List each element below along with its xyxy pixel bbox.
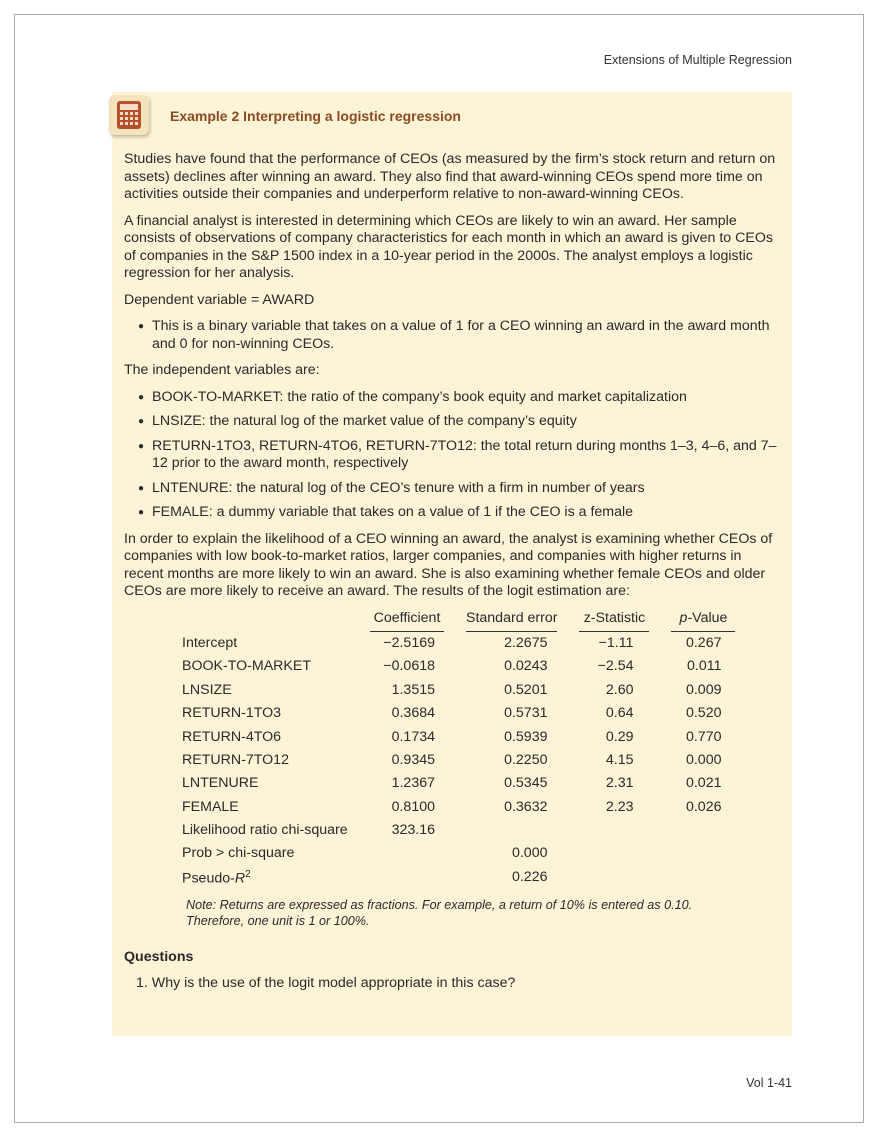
- stat-row-pseudo-r2: Pseudo-$R^2$ 0.226: [182, 868, 548, 888]
- example-title: Example 2 Interpreting a logistic regression: [170, 108, 461, 124]
- header-p-value: p-Value: [671, 610, 735, 633]
- header-z-statistic: z-Statistic: [579, 610, 649, 633]
- running-head: Extensions of Multiple Regression: [603, 53, 792, 67]
- table-row: FEMALE 0.8100 0.3632 2.23 0.026: [182, 798, 722, 815]
- table-header-row: [182, 610, 735, 633]
- bullet-item: ● FEMALE: a dummy variable that takes on a value of 1 if the CEO is a female: [124, 504, 784, 522]
- stat-row-likelihood-ratio: Likelihood ratio chi-square 323.16: [182, 822, 435, 839]
- bullet-item: ● RETURN-1TO3, RETURN-4TO6, RETURN-7TO12: the total return during months 1–3, 4–6, and 7–12 prior to the award month, respectively: [124, 438, 784, 473]
- independent-intro: The independent variables are:: [124, 362, 320, 378]
- table-row: RETURN-4TO6 0.1734 0.5939 0.29 0.770: [182, 728, 722, 745]
- bullet-item: ● BOOK-TO-MARKET: the ratio of the company’s book equity and market capitalization: [124, 389, 784, 407]
- header-standard-error: Standard error: [466, 610, 557, 633]
- table-note: Note: Returns are expressed as fractions. For example, a return of 10% is entered as 0.10. Therefore, one unit is 1 or 100%.: [186, 898, 693, 929]
- table-row: LNSIZE 1.3515 0.5201 2.60 0.009: [182, 681, 722, 698]
- table-row: BOOK-TO-MARKET −0.0618 0.0243 −2.54 0.011: [182, 658, 722, 675]
- table-row: RETURN-7TO12 0.9345 0.2250 4.15 0.000: [182, 751, 722, 768]
- table-row: RETURN-1TO3 0.3684 0.5731 0.64 0.520: [182, 705, 722, 722]
- logit-results-table: [182, 610, 735, 890]
- table-row: Intercept −2.5169 2.2675 −1.11 0.267: [182, 634, 722, 651]
- questions-heading: Questions: [124, 949, 194, 966]
- question-item: 1. Why is the use of the logit model appropriate in this case?: [136, 974, 516, 991]
- header-coefficient: Coefficient: [370, 610, 444, 633]
- bullet-item: ● LNSIZE: the natural log of the market value of the company’s equity: [124, 413, 784, 431]
- dependent-variable-line: Dependent variable = AWARD: [124, 291, 315, 308]
- bullet-item: ● LNTENURE: the natural log of the CEO’s tenure with a firm in number of years: [124, 480, 784, 498]
- dependent-bullets: [124, 318, 784, 353]
- paragraph: Studies have found that the performance of CEOs (as measured by the firm’s stock return and return on assets) declines after winning an award. They also find that award-winning CEOs spend more time on activities outside their companies and underperform relative to non-award-winning CEOs.: [124, 151, 776, 202]
- bullet-item: ● This is a binary variable that takes on a value of 1 for a CEO winning an award in the award month and 0 for non-winning CEOs.: [124, 318, 784, 353]
- paragraph: A financial analyst is interested in determining which CEOs are likely to win an award. Her sample consists of observations of company characteristics for each month in which an award is given to CEOs of companies in the S&P 1500 index in a 10-year period in the 2000s. The analyst employs a logistic regression for her analysis.: [124, 212, 773, 281]
- calculator-icon: [109, 95, 149, 135]
- table-row: LNTENURE 1.2367 0.5345 2.31 0.021: [182, 775, 722, 792]
- header-blank: [182, 610, 370, 633]
- stat-row-prob: Prob > chi-square 0.000: [182, 845, 548, 862]
- independent-bullets: [124, 389, 784, 522]
- page-number: Vol 1-41: [746, 1076, 792, 1090]
- example-body: [124, 151, 784, 992]
- closing-paragraph: In order to explain the likelihood of a CEO winning an award, the analyst is examining whether CEOs of companies with low book-to-market ratios, larger companies, and companies with higher returns in recent months are more likely to win an award. She is also examining whether female CEOs and older CEOs are more likely to receive an award. The results of the logit estimation are:: [124, 530, 773, 599]
